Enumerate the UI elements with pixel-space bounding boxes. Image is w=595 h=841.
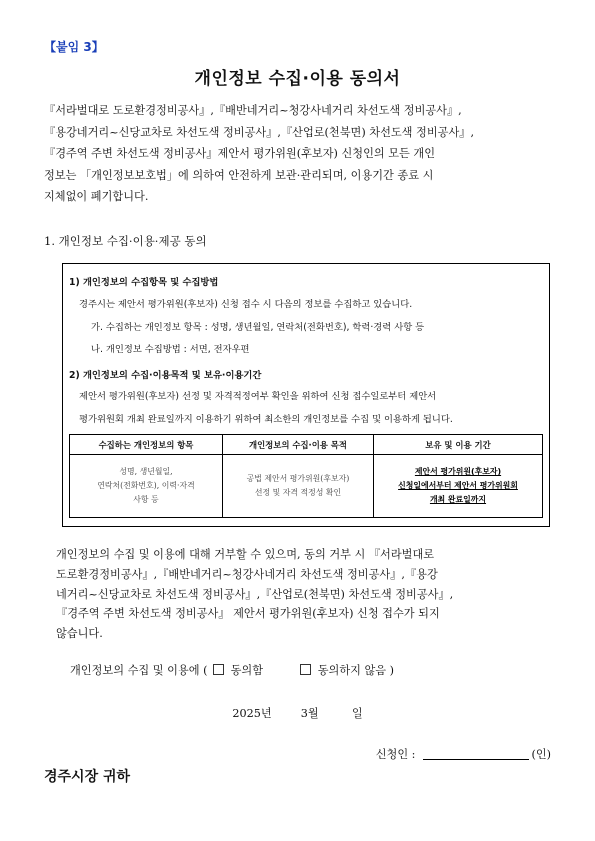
agree-checkbox[interactable] [213, 664, 224, 675]
consent-line [70, 662, 394, 678]
table-header: 개인정보의 수집·이용 목적 [223, 435, 374, 455]
box-paragraph-2: 제안서 평가위원(후보자) 선정 및 자격적정여부 확인을 위하여 신청 접수일로부터 제안서 [79, 391, 437, 402]
cell-line: 공법 제안서 평가위원(후보자) [246, 474, 350, 483]
cell-line: 성명, 생년월일, [119, 467, 173, 476]
refusal-line: 도로환경정비공사』,『배반네거리~청강사네거리 차선도색 정비공사』,『용강 [56, 567, 438, 581]
intro-paragraph [44, 100, 554, 208]
cell-line: 신청일에서부터 제안서 평가위원회 [398, 481, 518, 490]
intro-line: 『경주역 주변 차선도색 정비공사』제안서 평가위원(후보자) 신청인의 모든 개인 [44, 147, 436, 160]
privacy-info-box [62, 263, 550, 527]
table-header: 수집하는 개인정보의 항목 [70, 435, 223, 455]
date-month: 3월 [300, 707, 319, 720]
table-row [70, 455, 543, 518]
refusal-paragraph [56, 545, 552, 644]
refusal-line: 않습니다. [56, 627, 103, 641]
cell-line: 연락처(전화번호), 이력·자격 [97, 481, 195, 490]
box-heading-2: 2) 개인정보의 수집·이용목적 및 보유·이용기간 [69, 370, 262, 381]
consent-prefix: 개인정보의 수집 및 이용에 ( [70, 664, 208, 677]
disagree-label: 동의하지 않음 ) [317, 664, 395, 677]
cell-line: 사항 등 [133, 495, 159, 504]
document-title: 개인정보 수집·이용 동의서 [194, 69, 401, 89]
box-item-a: 가. 수집하는 개인정보 항목 : 성명, 생년월일, 연락처(전화번호), 학력·경력 사항 등 [91, 322, 425, 333]
cell-line: 개최 완료일까지 [429, 495, 487, 504]
intro-line: 정보는 「개인정보보호법」에 의하여 안전하게 보관·관리되며, 이용기간 종료 시 [44, 168, 434, 182]
applicant-label: 신청인 : [375, 748, 416, 761]
agree-label: 동의함 [230, 664, 264, 677]
table-header: 보유 및 이용 기간 [374, 435, 543, 455]
recipient: 경주시장 귀하 [44, 769, 131, 785]
table-cell-items [70, 455, 223, 518]
table-cell-purpose [223, 455, 374, 518]
date-line [0, 705, 595, 721]
intro-line: 『용강네거리~신당교차로 차선도색 정비공사』,『산업로(천북면) 차선도색 정비공사』, [44, 125, 475, 139]
seal-mark: (인) [531, 748, 551, 761]
section-1-title: 1. 개인정보 수집·이용·제공 동의 [44, 234, 207, 248]
attachment-label: 【붙임 3】 [44, 40, 104, 54]
box-item-b: 나. 개인정보 수집방법 : 서면, 전자우편 [91, 344, 250, 355]
refusal-line: 개인정보의 수집 및 이용에 대해 거부할 수 있으며, 동의 거부 시 『서라벌대로 [56, 548, 435, 561]
intro-line: 『서라벌대로 도로환경정비공사』,『배반네거리~청강사네거리 차선도색 정비공사』, [44, 104, 462, 117]
signature-field[interactable] [423, 747, 529, 760]
privacy-table [69, 434, 543, 518]
intro-line: 지체없이 폐기합니다. [44, 190, 149, 203]
date-year: 2025년 [232, 707, 272, 720]
applicant-line [376, 746, 551, 762]
box-heading-1: 1) 개인정보의 수집항목 및 수집방법 [69, 277, 219, 288]
refusal-line: 네거리~신당교차로 차선도색 정비공사』,『산업로(천북면) 차선도색 정비공사』, [56, 587, 454, 601]
date-day: 일 [351, 707, 363, 720]
box-paragraph-1: 경주시는 제안서 평가위원(후보자) 신청 접수 시 다음의 정보를 수집하고 있습니다. [79, 299, 413, 310]
box-paragraph-2b: 평가위원회 개최 완료일까지 이용하기 위하여 최소한의 개인정보를 수집 및 이용하게 됩니다. [79, 414, 453, 425]
table-cell-period [374, 455, 543, 518]
cell-line: 선정 및 자격 적정성 확인 [254, 488, 342, 497]
table-header-row [70, 435, 543, 455]
disagree-checkbox[interactable] [300, 664, 311, 675]
refusal-line: 『경주역 주변 차선도색 정비공사』 제안서 평가위원(후보자) 신청 접수가 되지 [56, 607, 440, 621]
cell-line: 제안서 평가위원(후보자) [414, 467, 502, 476]
